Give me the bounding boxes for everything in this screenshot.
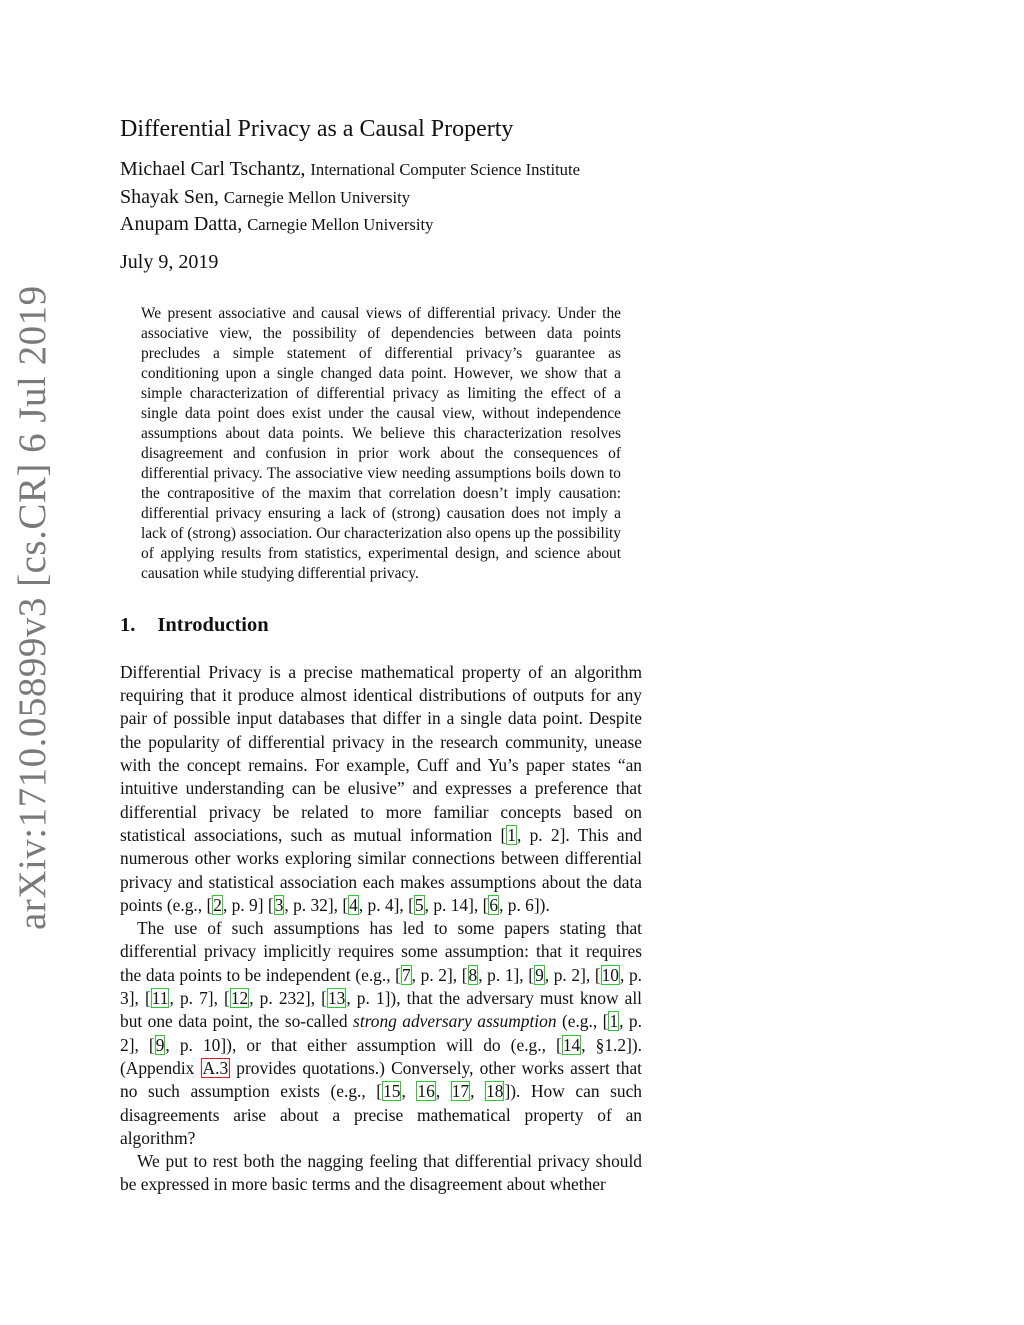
citation-link[interactable]: 14 (562, 1034, 581, 1055)
citation-link[interactable]: 3 (274, 894, 284, 915)
section-number: 1. (120, 613, 136, 636)
paper-title: Differential Privacy as a Causal Property (120, 116, 514, 142)
citation-link[interactable]: 4 (349, 894, 358, 915)
citation-link[interactable]: 13 (327, 988, 346, 1009)
emphasized-term: strong adversary assumption (353, 1011, 557, 1032)
author-name: Michael Carl Tschantz, (120, 158, 306, 181)
citation-link[interactable]: 6 (489, 894, 499, 915)
arxiv-identifier-stamp: arXiv:1710.05899v3 [cs.CR] 6 Jul 2019 (11, 285, 54, 930)
author-name: Shayak Sen, (120, 185, 219, 208)
citation-link[interactable]: 10 (601, 964, 619, 985)
citation-link[interactable]: 18 (486, 1081, 504, 1102)
citation-link[interactable]: 5 (414, 894, 424, 915)
citation-link[interactable]: 11 (151, 988, 169, 1009)
author-affiliation: Carnegie Mellon University (223, 187, 411, 207)
paper-page (120, 110, 642, 1197)
appendix-link[interactable]: A.3 (202, 1057, 229, 1078)
section-title: Introduction (157, 613, 269, 636)
author-line (120, 184, 642, 212)
author-affiliation: International Computer Science Institute (310, 160, 580, 180)
intro-paragraph-1: Differential Privacy is a precise mathematical property of an algorithm requiring that it produce almost identical distributions of outputs for any pair of possible input databases that differ in a single data point. Despite the popularity of differential privacy in the research community, unease with the concept remains. For example, Cuff and Yu’s paper states “an intuitive understanding can be elusive” and expresses a preference that differential privacy be related to more familiar concepts based on statistical associations, such as mutual information [1, p. 2]. This and numerous other works exploring similar connections between differential privacy and statistical association each makes assumptions about the data points (e.g., [2, p. 9] [3, p. 32], [4, p. 4], [5, p. 14], [6, p. 6]). (120, 661, 642, 915)
citation-link[interactable]: 8 (468, 964, 478, 985)
author-name: Anupam Datta, (120, 213, 243, 236)
citation-link[interactable]: 2 (213, 894, 222, 915)
citation-link[interactable]: 16 (417, 1081, 435, 1102)
citation-link[interactable]: 9 (155, 1034, 165, 1055)
section-heading (120, 614, 642, 637)
citation-link[interactable]: 9 (535, 964, 544, 985)
author-line (120, 211, 642, 239)
author-line (120, 156, 642, 184)
citation-link[interactable]: 7 (401, 964, 411, 985)
citation-link[interactable]: 1 (507, 824, 516, 845)
intro-paragraph-3: We put to rest both the nagging feeling that differential privacy should be expressed in more basic terms and the disagreement about whether (120, 1151, 642, 1195)
author-affiliation: Carnegie Mellon University (247, 215, 434, 235)
citation-link[interactable]: 1 (609, 1011, 619, 1032)
paper-date: July 9, 2019 (120, 250, 219, 273)
intro-paragraph-2: The use of such assumptions has led to some papers stating that differential privacy implicitly requires some assumption: that it requires the data points to be independent (e.g., [7, p. 2], [8, p. 1], [9, p. 2], [10, p. 3], [11, p. 7], [12, p. 232], [13, p. 1]), that the adversary must know all but one data point, the so-called strong adversary assumption (e.g., [1, p. 2], [9, p. 10]), or that either assumption will do (e.g., [14, §1.2]). (Appendix A.3 provides quotations.) Conversely, other works assert that no such assumption exists (e.g., [15, 16, 17, 18]). How can such disagreements arise about a precise mathematical property of an algorithm? (120, 918, 642, 1148)
abstract: We present associative and causal views of differential privacy. Under the associative view, the possibility of dependencies between data points precludes a simple statement of differential privacy’s guarantee as conditioning upon a single changed data point. However, we show that a simple characterization of differential privacy as limiting the effect of a single data point does exist under the causal view, without independence assumptions about data points. We believe this characterization resolves disagreement and confusion in prior work about the consequences of differential privacy. The associative view needing assumptions boils down to the contrapositive of the maxim that correlation doesn’t imply causation: differential privacy ensuring a lack of (strong) causation does not imply a lack of (strong) association. Our characterization also opens up the possibility of applying results from statistics, experimental design, and science about causation while studying differential privacy. (141, 304, 621, 582)
citation-link[interactable]: 15 (383, 1081, 401, 1102)
citation-link[interactable]: 12 (230, 988, 249, 1009)
citation-link[interactable]: 17 (451, 1081, 470, 1102)
